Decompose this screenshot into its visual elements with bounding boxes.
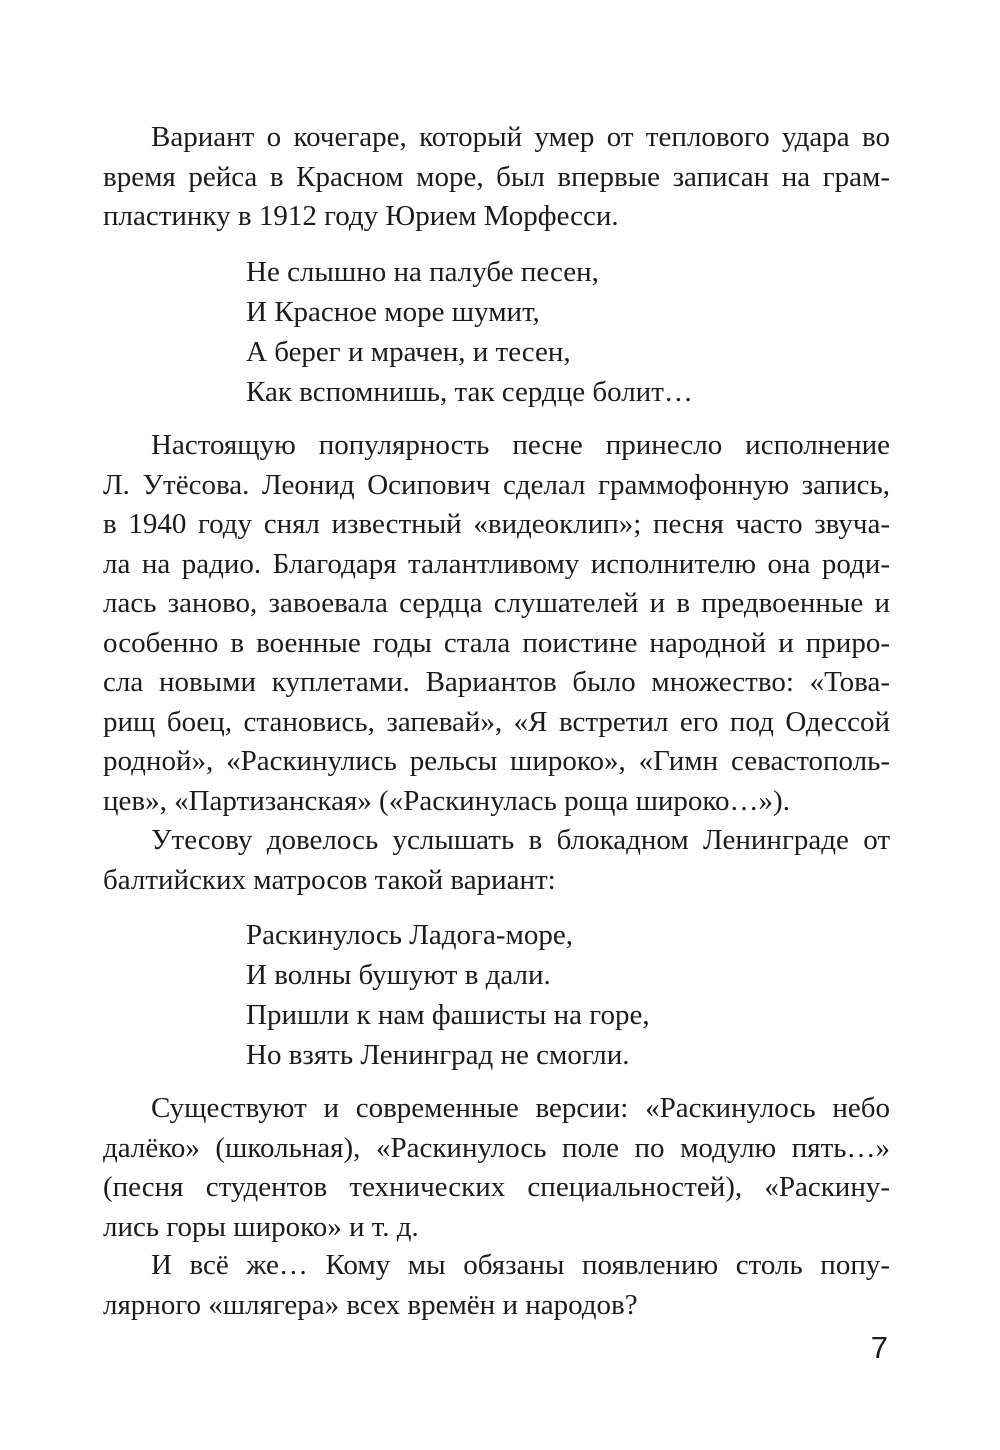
paragraph-line: лись горы широко» и т. д. — [103, 1210, 419, 1243]
paragraph-line: далёко» (школьная), «Раскинулось поле по модулю пять…» — [103, 1131, 890, 1164]
paragraph-line: цев», «Партизанская» («Раскинулась роща широко…»). — [103, 784, 790, 817]
paragraph-utesov-popularity — [103, 426, 890, 821]
paragraph-line: родной», «Раскинулись рельсы широко», «Гимн севастополь- — [103, 745, 890, 777]
paragraph-blockade-variant — [103, 821, 890, 900]
paragraph-line: (песня студентов технических специальностей), «Раскину- — [103, 1171, 890, 1203]
paragraph-line: балтийских матросов такой вариант: — [103, 863, 556, 896]
verse-red-sea — [246, 252, 693, 412]
paragraph-line: Л. Утёсова. Леонид Осипович сделал граммофонную запись, — [103, 468, 890, 501]
paragraph-line: ла на радио. Благодаря талантливому исполнителю она роди- — [103, 547, 890, 580]
paragraph-modern-versions — [103, 1089, 890, 1247]
paragraph-line: время рейса в Красном море, был впервые записан на грам- — [103, 160, 890, 193]
verse-line: А берег и мрачен, и тесен, — [246, 336, 571, 368]
paragraph-line: Вариант о кочегаре, который умер от теплового удара во — [151, 121, 890, 153]
paragraph-line: Настоящую популярность песне принесло исполнение — [151, 429, 890, 461]
verse-ladoga — [246, 915, 650, 1075]
paragraph-line: особенно в военные годы стала поистине народной и прирo- — [103, 626, 890, 659]
paragraph-stoker-variant — [103, 118, 890, 237]
verse-line: Но взять Ленинград не смогли. — [246, 1039, 630, 1071]
paragraph-question — [103, 1246, 890, 1325]
paragraph-line: Существуют и современные версии: «Раскинулось небо — [151, 1092, 890, 1124]
paragraph-line: Утесову довелось услышать в блокадном Ленинграде от — [151, 824, 890, 856]
page-number: 7 — [870, 1330, 888, 1365]
paragraph-line: в 1940 году снял известный «видеоклип»; песня часто звуча- — [103, 508, 890, 540]
verse-line: И волны бушуют в дали. — [246, 959, 551, 991]
paragraph-line: лась заново, завоевала сердца слушателей и в предвоенные и — [103, 587, 890, 619]
paragraph-line: И всё же… Кому мы обязаны появлению столь попу- — [151, 1249, 890, 1281]
verse-line: И Красное море шумит, — [246, 296, 540, 328]
verse-line: Как вспомнишь, так сердце болит… — [246, 376, 693, 408]
paragraph-line: рищ боец, становись, запевай», «Я встретил его под Одессой — [103, 705, 890, 738]
paragraph-line: сла новыми куплетами. Вариантов было множество: «Това- — [103, 666, 890, 698]
verse-line: Пришли к нам фашисты на горе, — [246, 999, 650, 1031]
paragraph-line: лярного «шлягера» всех времён и народов? — [103, 1288, 638, 1321]
paragraph-line: пластинку в 1912 году Юрием Морфесси. — [103, 200, 619, 232]
verse-line: Не слышно на палубе песен, — [246, 256, 599, 288]
verse-line: Раскинулось Ладога-море, — [246, 919, 573, 951]
